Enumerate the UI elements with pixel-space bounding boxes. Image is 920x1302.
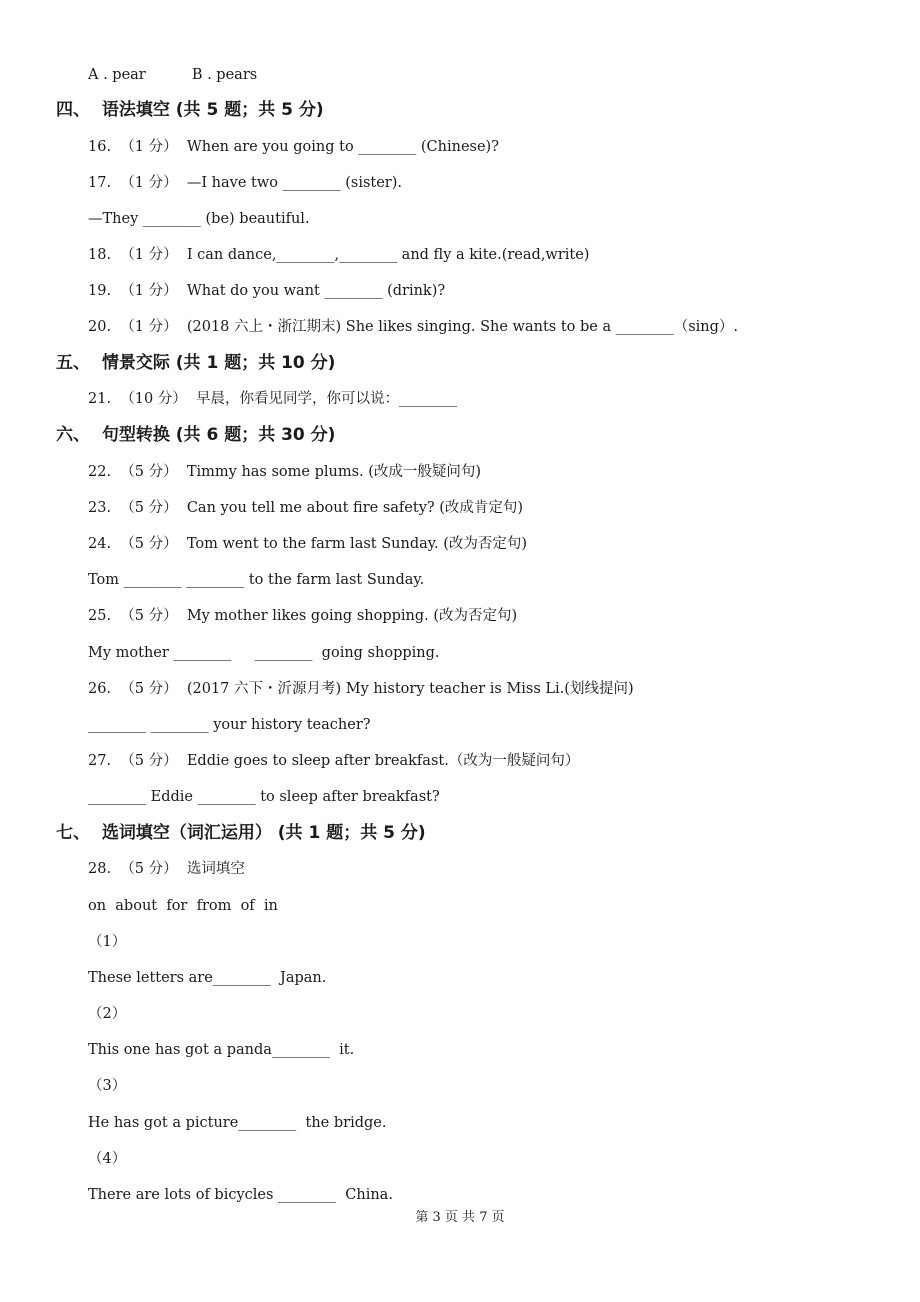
section-5-heading: 五、 情景交际 (共 1 题；共 10 分) [56,353,336,373]
question-28: 28. （5 分） 选词填空 [88,861,245,877]
section-7-heading: 七、 选词填空（词汇运用） (共 1 题；共 5 分) [56,823,426,843]
question-21: 21. （10 分） 早晨，你看见同学，你可以说：________ [88,391,458,407]
word-bank: on about for from of in [88,898,278,914]
question-20: 20. （1 分） (2018 六上・浙江期末) She likes singing. She wants to be a ________（sing）. [88,319,739,335]
part-2-sentence: This one has got a panda________ it. [88,1042,355,1058]
question-18: 18. （1 分） I can dance,________,________ and fly a kite.(read,write) [88,247,590,263]
part-1-sentence: These letters are________ Japan. [88,970,327,986]
section-4-heading: 四、 语法填空 (共 5 题；共 5 分) [56,100,324,120]
question-19: 19. （1 分） What do you want ________ (drink)? [88,283,446,299]
part-4-sentence: There are lots of bicycles ________ China. [88,1187,393,1203]
section-6-heading: 六、 句型转换 (共 6 题；共 30 分) [56,425,336,445]
part-3-sentence: He has got a picture________ the bridge. [88,1115,387,1131]
question-24: 24. （5 分） Tom went to the farm last Sunday. (改为否定句) [88,536,528,552]
question-17: 17. （1 分） —I have two ________ (sister). [88,175,403,191]
question-16: 16. （1 分） When are you going to ________ (Chinese)? [88,139,499,155]
question-25: 25. （5 分） My mother likes going shopping. (改为否定句) [88,608,518,624]
question-24-line2: Tom ________ ________ to the farm last Sunday. [88,572,425,588]
question-27-line2: ________ Eddie ________ to sleep after breakfast? [88,789,440,805]
part-4-label: （4） [88,1151,127,1167]
part-3-label: （3） [88,1078,127,1094]
question-17-line2: —They ________ (be) beautiful. [88,211,310,227]
question-23: 23. （5 分） Can you tell me about fire safety? (改成肯定句) [88,500,524,516]
part-1-label: （1） [88,934,127,950]
question-26: 26. （5 分） (2017 六下・沂源月考) My history teacher is Miss Li.(划线提问) [88,681,634,697]
q15-options: A . pear B . pears [88,67,258,83]
part-2-label: （2） [88,1006,127,1022]
page-footer: 第 3 页 共 7 页 [415,1210,505,1225]
question-26-line2: ________ ________ your history teacher? [88,717,371,733]
question-22: 22. （5 分） Timmy has some plums. (改成一般疑问句) [88,464,482,480]
question-25-line2: My mother ________ ________ going shopping. [88,645,440,661]
question-27: 27. （5 分） Eddie goes to sleep after breakfast.（改为一般疑问句） [88,753,580,769]
